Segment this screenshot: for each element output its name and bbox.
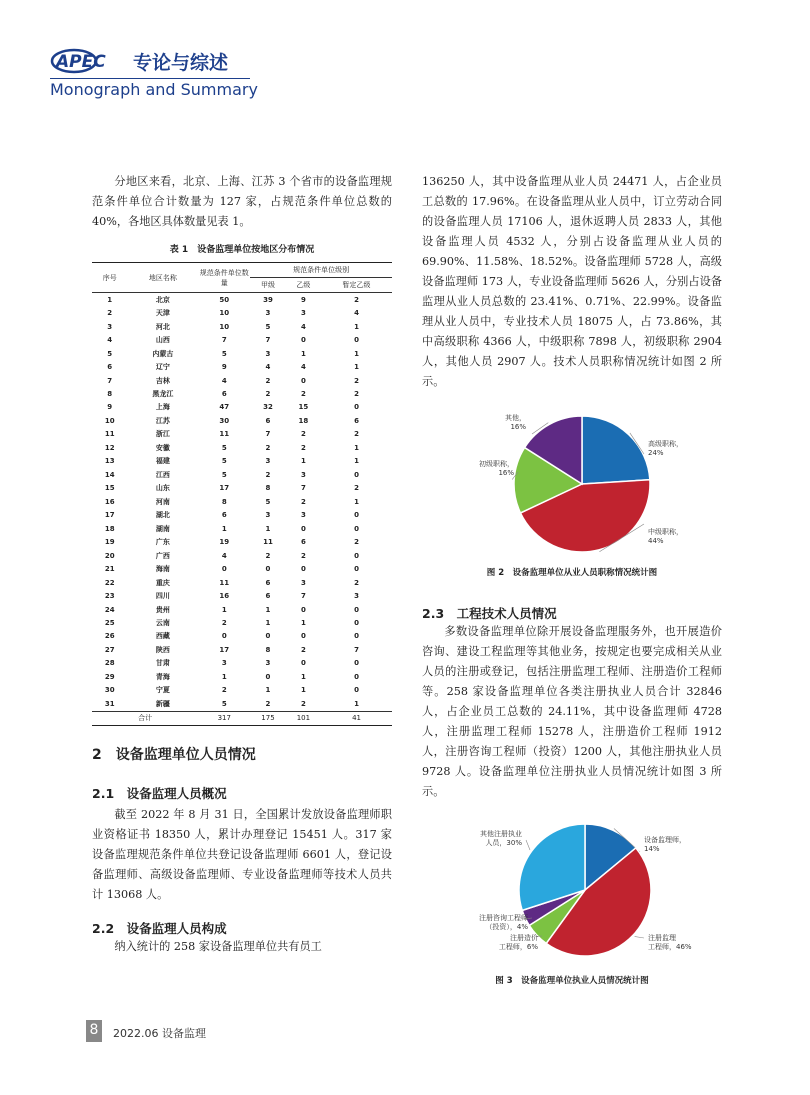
table-row [92,589,392,602]
cell-count: 5 [221,699,227,708]
cell-seq: 22 [104,578,115,587]
cell-b: 2 [300,551,306,560]
cell-count: 47 [219,403,230,412]
col-header-level-group: 规范条件单位级别 [250,263,392,278]
section-2-1-paragraph: 截至 2022 年 8 月 31 日，全国累计发放设备监理师职业资格证书 18350 人，累计办理登记 15451 人。317 家设备监理规范条件单位共登记设备监理师 6601 人，登记设备监理师、高级设备监理师、专业设备监理师等技术人员共计 13068 人。 [92,808,392,901]
cell-count: 2 [221,686,227,695]
cell-seq: 18 [104,524,115,533]
cell-region: 海南 [155,565,170,574]
table-row [92,657,392,670]
cell-seq: 3 [107,322,113,331]
cell-b: 0 [300,336,306,345]
pie-slice-0 [582,416,650,484]
region-distribution-table [92,262,392,726]
cell-seq: 20 [104,551,115,560]
cell-a: 1 [265,618,271,627]
cell-c: 0 [354,403,359,412]
table-row [92,387,392,400]
pie-label: 注册咨询工程师 [479,914,528,922]
cell-seq: 2 [107,309,113,318]
cell-seq: 17 [104,511,115,520]
cell-a: 0 [265,632,271,641]
cell-c: 3 [354,592,359,601]
pie-value-label: 16% [498,469,514,477]
col-header-region: 地区名称 [127,263,198,293]
section-2-2-heading: 2.2 设备监理人员构成 [92,921,227,936]
cell-count: 30 [219,416,230,425]
cell-b: 0 [300,659,306,668]
cell-seq: 16 [104,497,115,506]
cell-c: 2 [354,538,359,547]
table-caption: 表 1 设备监理单位按地区分布情况 [169,245,315,255]
cell-c: 0 [354,686,359,695]
cell-count: 17 [219,645,230,654]
cell-seq: 26 [104,632,115,641]
pie-value-label: （投资），4% [485,923,528,931]
cell-region: 内蒙古 [152,349,174,358]
page-number: 8 [89,1022,99,1038]
cell-c: 0 [354,632,359,641]
cell-b: 2 [300,390,306,399]
cell-a: 3 [265,349,271,358]
section-subtitle: Monograph and Summary [50,80,258,99]
pie-label: 其他， [505,414,526,422]
cell-seq: 25 [104,618,115,627]
cell-b: 7 [300,592,306,601]
cell-c: 0 [354,511,359,520]
cell-a: 3 [265,659,271,668]
table-row [92,562,392,575]
pie-label: 初级职称， [479,460,514,468]
section-2-heading: 2 设备监理单位人员情况 [92,747,256,763]
cell-seq: 21 [104,565,115,574]
cell-a: 2 [265,390,271,399]
cell-c: 0 [354,524,359,533]
cell-b: 2 [300,699,306,708]
cell-a: 3 [265,457,271,466]
cell-region: 上海 [155,403,170,412]
table-row [92,643,392,656]
cell-b: 0 [300,632,306,641]
cell-a: 3 [265,309,271,318]
section-2-3-paragraph: 多数设备监理单位除开展设备监理服务外，也开展造价咨询、建设工程监理等其他业务，按规定也要完成相关从业人员的注册或登记，包括注册监理工程师、注册造价工程师等。258 家设备监理单位各类注册执业人员合计 32846 人，占企业员工总数的 24.11%，其中设备监理师 4728 人，注册监理工程师 15278 人，注册造价工程师 1912 人，注册咨询工程师（投资）1200 人，其他注册执业人员 9728 人。设备监理单位注册执业人员情况统计如图 3 所示。 [422,625,722,798]
table-row [92,401,392,414]
cell-seq: 23 [104,592,115,601]
table-row [92,374,392,387]
cell-b: 0 [300,565,306,574]
header-divider [50,78,250,79]
cell-b: 1 [300,618,306,627]
table-row [92,414,392,427]
cell-seq: 4 [107,336,113,345]
cell-c: 0 [354,605,359,614]
cell-region: 山东 [155,484,170,493]
col-header-c: 暂定乙级 [321,278,392,293]
cell-b: 1 [300,686,306,695]
cell-c: 2 [354,376,359,385]
cell-count: 5 [221,349,227,358]
cell-a: 39 [263,295,273,304]
cell-c: 2 [354,295,359,304]
table-row [92,630,392,643]
pie-value-label: 工程师，46% [648,943,692,951]
cell-seq: 15 [104,484,115,493]
cell-total: 101 [286,711,321,725]
cell-seq: 1 [107,295,113,304]
cell-region: 天津 [155,309,170,318]
cell-region: 西藏 [155,632,170,641]
cell-count: 5 [221,443,227,452]
registered-personnel-pie-chart [422,820,722,970]
cell-count: 1 [221,672,227,681]
table-row [92,670,392,683]
cell-b: 2 [300,430,306,439]
section-2-1-heading: 2.1 设备监理人员概况 [92,786,227,801]
cell-b: 0 [300,524,306,533]
cell-a: 0 [265,565,271,574]
cell-count: 5 [221,457,227,466]
right-column [422,172,722,986]
cell-count: 4 [221,376,227,385]
issue-label: 2022.06 设备监理 [113,1027,206,1040]
cell-a: 2 [265,470,271,479]
table-row [92,549,392,562]
table-row [92,616,392,629]
cell-total-label: 合计 [92,711,198,725]
pie-label: 注册造价 [510,934,538,942]
cell-b: 0 [300,605,306,614]
cell-b: 2 [300,645,306,654]
pie-label: 其他注册执业 [480,830,522,838]
cell-count: 0 [221,565,227,574]
pie-value-label: 14% [644,845,660,853]
cell-c: 1 [354,322,359,331]
cell-a: 0 [265,672,271,681]
cell-c: 2 [354,430,359,439]
cell-seq: 11 [104,430,115,439]
table-row [92,535,392,548]
apec-logo [50,45,130,75]
cell-region: 宁夏 [155,686,170,695]
cell-region: 浙江 [155,430,170,439]
cell-b: 3 [300,511,306,520]
cell-seq: 28 [104,659,115,668]
table-row [92,468,392,481]
cell-region: 四川 [155,592,170,601]
cell-seq: 30 [104,686,115,695]
col-header-seq: 序号 [92,263,127,293]
cell-count: 1 [221,524,227,533]
cell-region: 湖南 [155,524,170,533]
cell-seq: 27 [104,645,115,654]
cell-count: 11 [219,430,230,439]
cell-count: 6 [221,511,227,520]
cell-c: 7 [354,645,359,654]
cell-region: 福建 [155,457,170,466]
table-row [92,455,392,468]
table-row [92,347,392,360]
table-row [92,320,392,333]
cell-count: 5 [221,470,227,479]
pie-label: 注册监理 [648,934,676,942]
cell-region: 湖北 [155,511,170,520]
cell-a: 2 [265,376,271,385]
cell-region: 河北 [155,322,170,331]
pie-value-label: 44% [648,537,664,545]
cell-count: 1 [221,605,227,614]
cell-a: 1 [265,605,271,614]
figure-3-caption: 图 3 设备监理单位执业人员情况统计图 [495,976,649,986]
col-header-b: 乙级 [286,278,321,293]
cell-total: 41 [321,711,392,725]
cell-seq: 8 [107,390,113,399]
pie-label: 高级职称， [648,440,683,448]
cell-b: 0 [300,376,306,385]
cell-count: 6 [221,390,227,399]
cell-count: 10 [219,322,230,331]
cell-b: 1 [300,349,306,358]
section-2-3-heading: 2.3 工程技术人员情况 [422,606,557,621]
cell-seq: 5 [107,349,113,358]
cell-a: 3 [265,511,271,520]
cell-region: 江西 [155,470,170,479]
table-row [92,293,392,307]
cell-count: 9 [221,363,227,372]
cell-region: 黑龙江 [152,390,174,399]
figure-3 [422,820,722,986]
cell-c: 1 [354,699,359,708]
cell-a: 2 [265,699,271,708]
figure-2 [422,402,722,578]
cell-c: 0 [354,336,359,345]
cell-seq: 6 [107,363,113,372]
cell-c: 2 [354,578,359,587]
cell-region: 北京 [155,295,170,304]
cell-c: 6 [354,416,359,425]
cell-a: 7 [265,336,271,345]
cell-a: 6 [265,416,271,425]
cell-region: 云南 [155,618,170,627]
table-row [92,306,392,319]
cell-b: 2 [300,443,306,452]
cell-region: 江苏 [155,416,170,425]
cell-count: 4 [221,551,227,560]
cell-region: 广西 [155,551,170,560]
cell-b: 3 [300,578,306,587]
cell-count: 8 [221,497,227,506]
table-total-row [92,711,392,725]
col-header-count: 规范条件单位数量 [198,263,250,293]
pie-leader-line [635,937,644,938]
cell-c: 1 [354,457,359,466]
cell-count: 0 [221,632,227,641]
cell-region: 新疆 [155,699,170,708]
cell-seq: 19 [104,538,115,547]
personnel-paragraph: 136250 人，其中设备监理从业人员 24471 人，占企业员工总数的 17.96%。在设备监理从业人员中，订立劳动合同的设备监理人员 17106 人，退休返聘人员 2833 人，其他设备监理人员 4532 人，分别占设备监理从业人员的 69.90%、11.58%、18.52%。设备监理师 5728 人，高级设备监理师 173 人，专业设备监理师 5626 人，分别占设备监理从业人员总数的 23.41%、0.71%、22.99%。设备监理从业人员中，专业技术人员 18075 人，占 73.86%，其中高级职称 4366 人，中级职称 7898 人，初级职称 2904 人，其他人员 2907 人。技术人员职称情况统计如图 2 所示。 [422,175,722,388]
cell-a: 2 [265,443,271,452]
cell-a: 11 [263,538,273,547]
cell-b: 3 [300,470,306,479]
table-row [92,684,392,697]
cell-seq: 13 [104,457,115,466]
cell-b: 2 [300,497,306,506]
cell-a: 1 [265,524,271,533]
cell-seq: 24 [104,605,115,614]
cell-a: 6 [265,578,271,587]
cell-b: 9 [300,295,306,304]
cell-c: 4 [354,309,359,318]
cell-count: 17 [219,484,230,493]
logo-text: APEC [56,52,106,72]
title-distribution-pie-chart [422,402,722,562]
section-2-2-paragraph: 纳入统计的 258 家设备监理单位共有员工 [114,940,322,953]
cell-region: 重庆 [155,578,170,587]
cell-c: 1 [354,443,359,452]
cell-b: 18 [298,416,309,425]
cell-a: 4 [265,363,271,372]
table-row [92,522,392,535]
cell-c: 1 [354,497,359,506]
cell-total: 317 [198,711,250,725]
cell-a: 6 [265,592,271,601]
cell-total: 175 [250,711,285,725]
pie-value-label: 工程师，6% [498,943,538,951]
cell-region: 青海 [155,672,170,681]
cell-c: 2 [354,484,359,493]
table-row [92,428,392,441]
cell-seq: 9 [107,403,113,412]
col-header-a: 甲级 [250,278,285,293]
cell-region: 甘肃 [155,659,170,668]
cell-c: 0 [354,672,359,681]
cell-region: 陕西 [155,645,170,654]
figure-2-caption: 图 2 设备监理单位从业人员职称情况统计图 [486,568,658,578]
cell-a: 7 [265,430,271,439]
cell-count: 16 [219,592,230,601]
cell-region: 辽宁 [155,363,170,372]
cell-region: 贵州 [155,605,170,614]
cell-a: 8 [265,645,271,654]
table-row [92,441,392,454]
cell-b: 15 [298,403,309,412]
cell-c: 1 [354,363,359,372]
cell-a: 32 [263,403,273,412]
cell-seq: 31 [104,699,115,708]
cell-b: 4 [300,322,306,331]
table-row [92,603,392,616]
cell-c: 1 [354,349,359,358]
cell-seq: 7 [107,376,113,385]
cell-region: 吉林 [155,376,170,385]
pie-value-label: 人员，30% [485,839,522,847]
cell-c: 0 [354,551,359,560]
pie-label: 中级职称， [648,528,683,536]
table-row [92,576,392,589]
cell-region: 山西 [155,336,170,345]
cell-a: 1 [265,686,271,695]
cell-c: 2 [354,390,359,399]
cell-b: 3 [300,309,306,318]
cell-seq: 14 [104,470,115,479]
intro-paragraph: 分地区来看，北京、上海、江苏 3 个省市的设备监理规范条件单位合计数量为 127 家，占规范条件单位总数的 40%，各地区具体数量见表 1。 [92,175,392,228]
cell-count: 10 [219,309,230,318]
table-row [92,482,392,495]
cell-count: 2 [221,618,227,627]
table-row [92,697,392,711]
cell-count: 11 [219,578,230,587]
cell-b: 4 [300,363,306,372]
cell-c: 0 [354,565,359,574]
table-row [92,360,392,373]
pie-label: 设备监理师， [644,836,686,844]
table-row [92,509,392,522]
cell-a: 2 [265,551,271,560]
left-column [92,172,392,957]
pie-value-label: 24% [648,449,664,457]
cell-count: 50 [219,295,230,304]
cell-a: 5 [265,322,271,331]
cell-seq: 12 [104,443,115,452]
cell-c: 0 [354,618,359,627]
cell-count: 3 [221,659,227,668]
table-row [92,495,392,508]
cell-b: 1 [300,672,306,681]
table-row [92,333,392,346]
cell-c: 0 [354,470,359,479]
cell-region: 安徽 [155,443,170,452]
cell-b: 6 [300,538,306,547]
cell-count: 7 [221,336,227,345]
cell-c: 0 [354,659,359,668]
cell-b: 1 [300,457,306,466]
cell-a: 8 [265,484,271,493]
section-title: 专论与综述 [133,52,229,74]
cell-b: 7 [300,484,306,493]
cell-region: 河南 [155,497,170,506]
cell-a: 5 [265,497,271,506]
cell-count: 19 [219,538,230,547]
cell-region: 广东 [155,538,170,547]
pie-value-label: 16% [510,423,526,431]
cell-seq: 29 [104,672,115,681]
cell-seq: 10 [104,416,115,425]
pie-leader-line [526,840,530,850]
